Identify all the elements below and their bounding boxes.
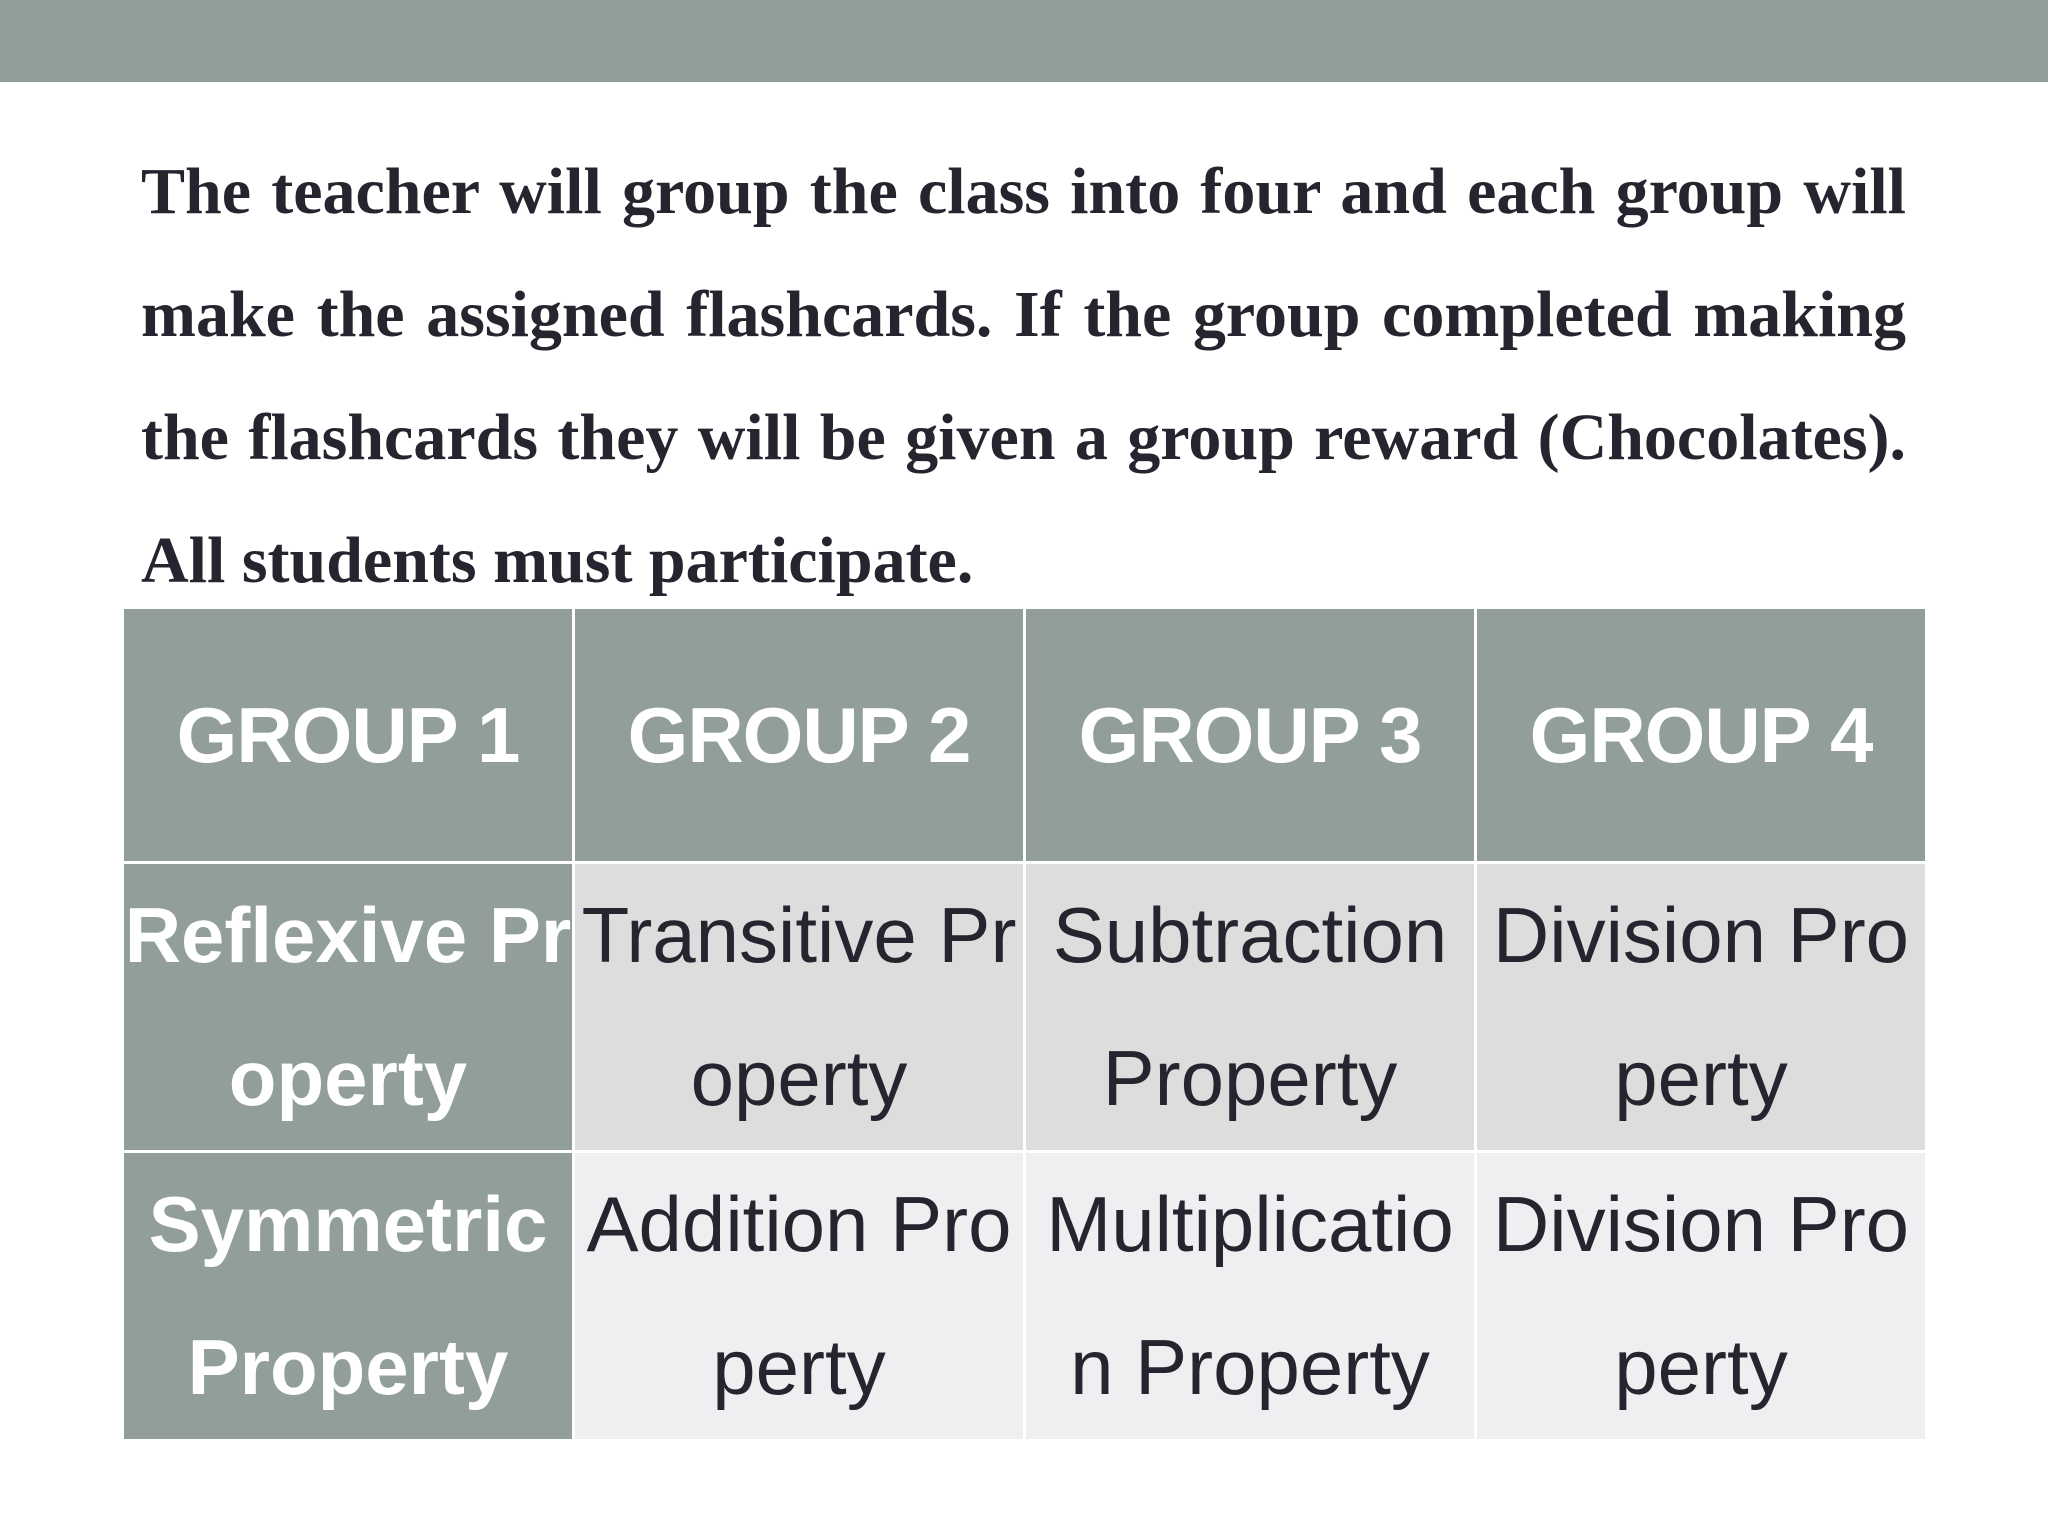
cell-text: Symmetric Property [148,1180,548,1411]
top-banner [0,0,2048,82]
cell-text: Division Property [1492,891,1910,1122]
table-cell-group-4 [1476,863,1927,1152]
instruction-paragraph: The teacher will group the class into four and each group will make the assigned flashcards. If the group completed making the flashcards they will be given a group reward (Chocolates). All students must participate. [141,155,1906,597]
header-group-2: GROUP 2 [574,608,1025,863]
table-cell-group-2 [574,863,1025,1152]
cell-text: Transitive Property [581,891,1017,1122]
table-row [123,1152,1927,1441]
cell-text: Reflexive Property [124,891,572,1122]
cell-text: Division Property [1492,1180,1910,1411]
table-cell-group-1 [123,863,574,1152]
table-row [123,863,1927,1152]
header-group-1: GROUP 1 [123,608,574,863]
table-cell-group-3 [1025,1152,1476,1441]
table-cell-group-1 [123,1152,574,1441]
cell-text: Multiplication Property [1046,1180,1454,1411]
header-group-3: GROUP 3 [1025,608,1476,863]
table-cell-group-4 [1476,1152,1927,1441]
header-group-4: GROUP 4 [1476,608,1927,863]
table-cell-group-2 [574,1152,1025,1441]
cell-text: Addition Property [586,1180,1012,1411]
table-header-row [123,608,1927,863]
groups-table [121,606,1928,1442]
table-cell-group-3 [1025,863,1476,1152]
cell-text: Subtraction Property [1052,891,1448,1122]
